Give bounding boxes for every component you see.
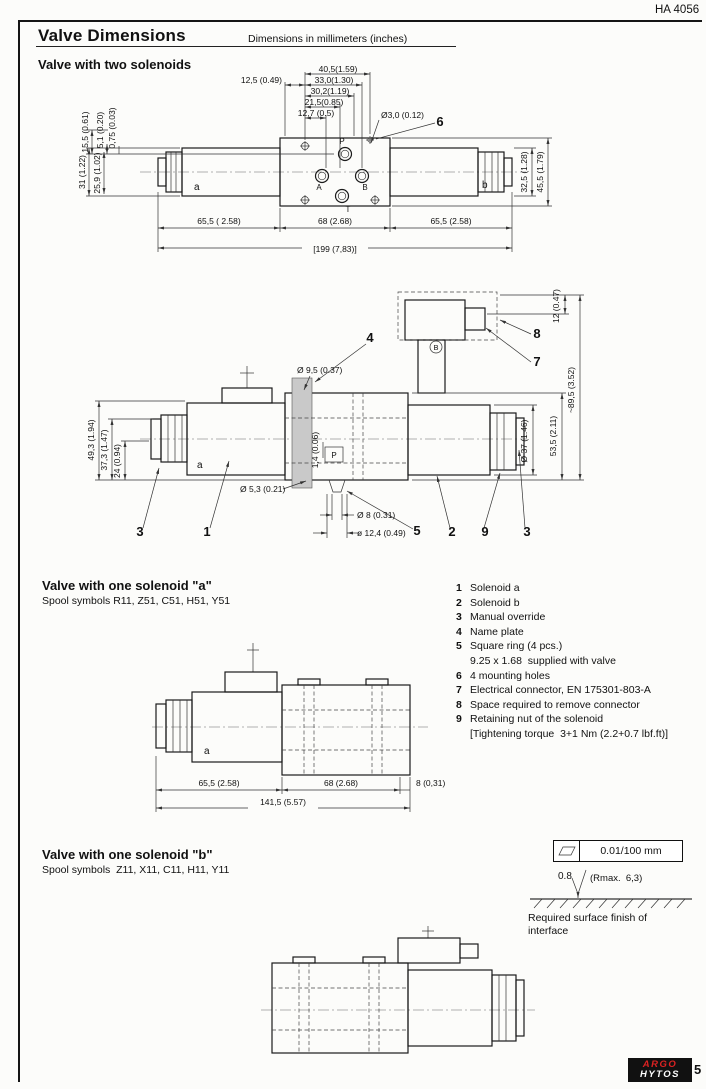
flatness-value: 0.01/100 mm [600,845,662,857]
legend-num: 9 [456,713,462,726]
dim-label: 24 (0.94) [112,443,122,479]
front-view-drawing [85,278,590,548]
legend-item [456,698,702,713]
legend [456,581,702,742]
port-label-t: T [345,205,351,214]
end-label-b: b [482,180,488,191]
dim-label: 12 (0.47) [551,288,561,324]
legend-item [456,683,702,698]
dim-label: 8 (0,31) [416,778,446,788]
legend-text: Solenoid a [470,582,520,594]
retaining-nut-rings [168,413,504,470]
extension-lines [95,295,584,480]
legend-item [456,581,702,596]
dim-label: Ø 9,5 (0.37) [297,365,343,375]
callout-9: 9 [481,524,489,539]
dim-label: Ø 8 (0.31) [357,510,396,520]
legend-num: 8 [456,698,462,711]
dim-label: 15,5 (0.61) [80,111,90,153]
surface-finish-caption: Required surface finish of interface [528,912,648,937]
header-rule [36,46,456,47]
legend-item-continuation [456,727,702,742]
dim-label: 30,2(1.19) [310,86,350,96]
dim-label: 141,5 (5.57) [260,797,306,807]
dim-label: 68 (2.68) [317,216,353,226]
subplate-interface-strip [292,378,312,488]
legend-item [456,712,702,727]
dim-label: 65,5 (2.58) [430,216,472,226]
roughness-spec [528,866,698,916]
valve-outline [272,938,524,1053]
legend-item [456,625,702,640]
section-heading-two-solenoids: Valve with two solenoids [38,57,192,72]
legend-item [456,639,702,654]
callout-8: 8 [533,326,541,341]
legend-text: 4 mounting holes [470,669,550,682]
legend-item [456,610,702,625]
legend-text: Solenoid b [470,596,520,609]
solenoid-a-drawing [148,638,458,818]
frame-left-line [18,20,20,1082]
port-p-detail [325,447,347,538]
spool-symbols-b: Spool symbols Z11, X11, C11, H11, Y11 [42,864,230,876]
callout-2: 2 [448,524,456,539]
logo-text-hytos: HYTOS [639,1069,681,1080]
manual-override-pin [247,643,259,672]
callout-6: 6 [436,114,444,129]
dim-label: 31 (1.22) [77,154,87,190]
port-label-a: A [316,183,322,192]
page-number: 5 [694,1062,702,1077]
legend-text: Square ring (4 pcs.) [470,640,563,653]
valve-outline [151,300,524,480]
frame-top-line [18,20,702,22]
dim-label: ø 12,4 (0.49) [357,528,406,538]
dim-label: 25,9 (1.02) [92,152,102,194]
callout-1: 1 [203,524,211,539]
dim-label: 21,5(0.85) [304,97,344,107]
dim-label: Ø 5,3 (0.21) [240,484,286,494]
dim-label: 1,4 (0.06) [310,431,320,469]
legend-text: Space required to remove connector [470,698,640,711]
argo-hytos-logo [628,1058,692,1082]
dim-label: 12,7 (0.5) [297,108,335,118]
legend-num: 6 [456,669,462,682]
port-label-p: P [331,451,337,460]
spool-symbols-a: Spool symbols R11, Z51, C51, H51, Y51 [42,595,231,607]
logo-text-argo: ARGO [642,1059,678,1070]
legend-text: Manual override [470,611,546,624]
retaining-nut-rings [499,975,506,1041]
surface-hatch [530,899,692,908]
callout-4: 4 [366,330,374,345]
legend-num: 3 [456,611,462,624]
roughness-note: (Rmax. 6,3) [590,873,643,884]
port-label-b: B [362,183,368,192]
callout-3: 3 [136,524,144,539]
dim-label: 49,3 (1.94) [86,419,96,461]
ports [316,148,369,203]
dim-label: 68 (2.68) [323,778,359,788]
retaining-nut-rings [173,700,187,752]
legend-num: 2 [456,596,462,609]
dimension-lines [99,295,580,533]
flatness-icon [554,841,580,861]
dim-label: 65,5 ( 2.58) [197,216,241,226]
end-label-a: a [197,460,203,471]
legend-num: 7 [456,684,462,697]
hidden-lines [272,963,408,1053]
legend-item [456,669,702,684]
legend-item-continuation [456,654,702,669]
end-label-a: a [194,182,200,193]
dim-label: 12,5 (0.49) [240,75,282,85]
dim-label: 33,0(1.30) [314,75,354,85]
legend-text: Retaining nut of the solenoid [470,713,604,726]
legend-text: [Tightening torque 3+1 Nm (2.2+0.7 lbf.ft)] [470,727,669,740]
dim-label: 5,1 (0.20) [95,111,105,149]
section-heading-one-solenoid-a: Valve with one solenoid "a" [42,578,212,593]
port-label-p: P [339,137,345,146]
legend-text: Electrical connector, EN 175301-803-A [470,684,651,697]
doc-code: HA 4056 [655,4,700,16]
flatness-spec [553,840,683,862]
dim-label: [199 (7,83)] [313,244,357,254]
page-title: Valve Dimensions [38,26,186,45]
flatness-box [553,840,683,862]
legend-num: 5 [456,640,462,653]
roughness-icon [572,870,586,898]
connector-label-b: B [433,343,439,352]
solenoid-b-drawing [253,922,543,1072]
dim-label: 40,5(1.59) [318,64,358,74]
roughness-value: 0.8 [558,871,572,882]
legend-num: 1 [456,582,462,594]
top-view-drawing [78,66,578,266]
end-label-a: a [204,746,210,757]
dim-label: Ø3,0 (0.12) [381,110,424,120]
dim-label: 45,5 (1.79) [535,151,545,193]
callout-7: 7 [533,354,541,369]
dim-label: 37,3 (1.47) [99,429,109,471]
dim-label: 0,75 (0.03) [107,107,117,149]
manual-override-pin [422,926,434,938]
hidden-lines [282,685,410,775]
callout-5: 5 [413,523,421,538]
units-note: Dimensions in millimeters (inches) [248,33,408,45]
legend-num: 4 [456,625,462,638]
leader-lines [143,320,531,529]
dim-label: 53,5 (2.11) [548,415,558,457]
section-heading-one-solenoid-b: Valve with one solenoid "b" [42,847,213,862]
dim-label: 65,5 (2.58) [198,778,240,788]
legend-item [456,596,702,611]
callout-3: 3 [523,524,531,539]
legend-text: Name plate [470,625,524,638]
legend-text: 9.25 x 1.68 supplied with valve [470,654,616,667]
dim-label: 32,5 (1.28) [519,151,529,193]
dim-label: ~89,5 (3.52) [566,366,576,414]
dim-label: Ø 37 (1.46) [519,419,529,463]
manual-override-pin [240,366,254,388]
